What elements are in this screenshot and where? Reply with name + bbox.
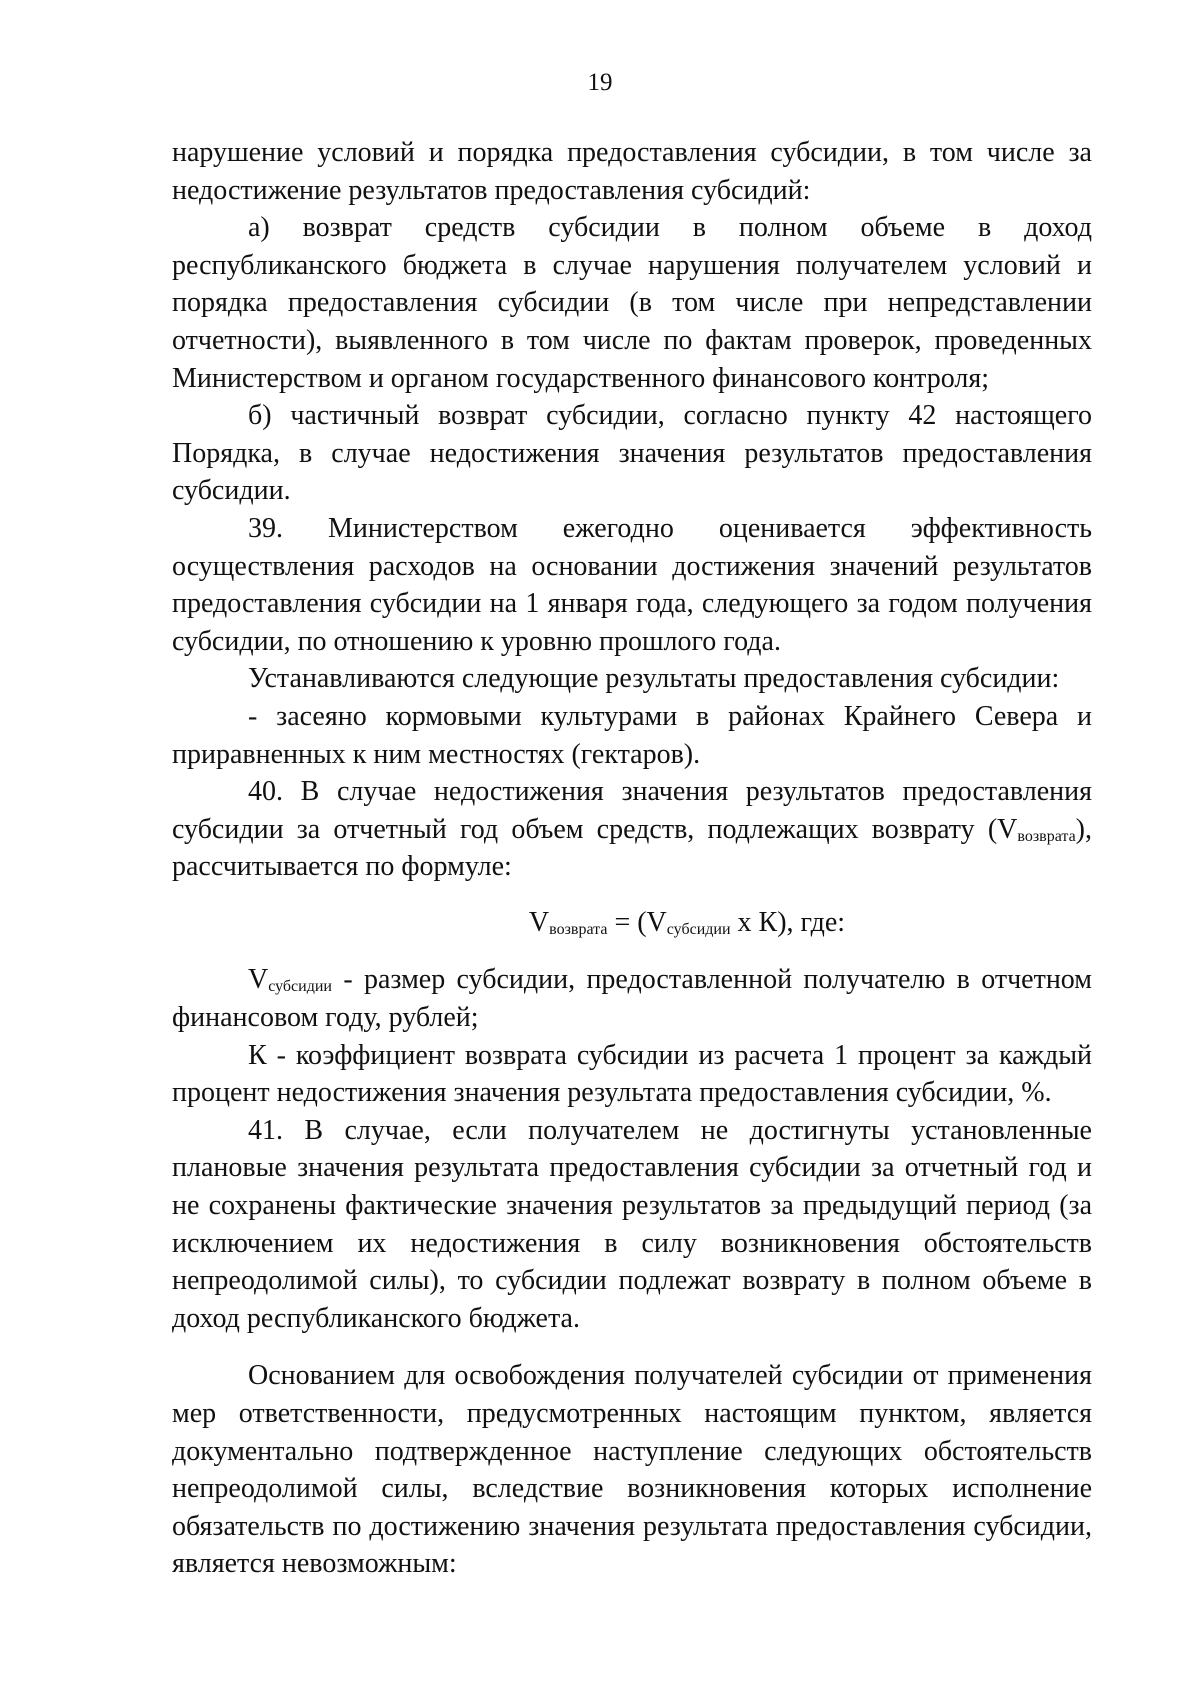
paragraph-k-definition: К - коэффициент возврата субсидии из расчета 1 процент за каждый процент недостижения значения результата предоставления субсидии, %.: [172, 1039, 1092, 1109]
document-body: [172, 134, 1092, 1583]
paragraph-results-intro: Устанавливаются следующие результаты предоставления субсидии:: [248, 663, 1060, 695]
paragraph-40-subscript: возврата: [1017, 827, 1076, 845]
paragraph-41: 41. В случае, если получателем не достигнуты установленные плановые значения результата предоставления субсидии за отчетный год и не сохранены фактические значения результатов за предыдущий период (за исключением их недостижения в силу возникновения обстоятельств непреодолимой силы), то субсидии подлежат возврату в полном объеме в доход республиканского бюджета.: [172, 1114, 1092, 1334]
v-symbol: V: [248, 964, 269, 996]
paragraph-continuation: нарушение условий и порядка предоставления субсидии, в том числе за недостижение результатов предоставления субсидий:: [172, 137, 1092, 206]
formula-v1: V: [528, 906, 550, 938]
paragraph-v-definition: [172, 961, 1092, 1036]
paragraph-grounds: Основанием для освобождения получателей субсидии от применения мер ответственности, предусмотренных настоящим пунктом, является документально подтвержденное наступление следующих обстоятельств непреодолимой силы, вследствие возникновения которых исполнение обязательств по достижению значения результата предоставления субсидии, является невозможным:: [172, 1360, 1092, 1580]
v-definition-text: - размер субсидии, предоставленной получателю в отчетном финансовом году, рублей;: [172, 964, 1092, 1034]
formula-mid: = (V: [607, 906, 667, 938]
formula-sub1: возврата: [549, 920, 608, 938]
paragraph-40-text: 40. В случае недостижения значения результатов предоставления субсидии за отчетный год объем средств, подлежащих возврату (V: [172, 776, 1092, 845]
paragraph-item-b: б) частичный возврат субсидии, согласно пункту 42 настоящего Порядка, в случае недостижения значения результатов предоставления субсидии.: [172, 400, 1092, 507]
formula-sub2: субсидии: [666, 920, 731, 938]
paragraph-40: [172, 773, 1092, 886]
v-subscript: субсидии: [268, 978, 332, 996]
paragraph-result-item: - засеяно кормовыми культурами в районах Крайнего Севера и приравненных к ним местностях (гектаров).: [172, 700, 1092, 770]
paragraph-item-a: а) возврат средств субсидии в полном объеме в доход республиканского бюджета в случае нарушения получателем условий и порядка предоставления субсидии (в том числе при непредставлении отчетности), выявленного в том числе по фактам проверок, проведенных Министерством и органом государственного финансового контроля;: [172, 212, 1092, 394]
paragraph-39: 39. Министерством ежегодно оценивается эффективность осуществления расходов на основании достижения значений результатов предоставления субсидии на 1 января года, следующего за годом получения субсидии, по отношению к уровню прошлого года.: [172, 512, 1092, 657]
formula: [172, 904, 1092, 942]
page-number: 19: [587, 69, 613, 96]
formula-tail: x К), где:: [730, 906, 846, 938]
paragraph-40-tail: ), рассчитывается по формуле:: [172, 813, 1092, 883]
